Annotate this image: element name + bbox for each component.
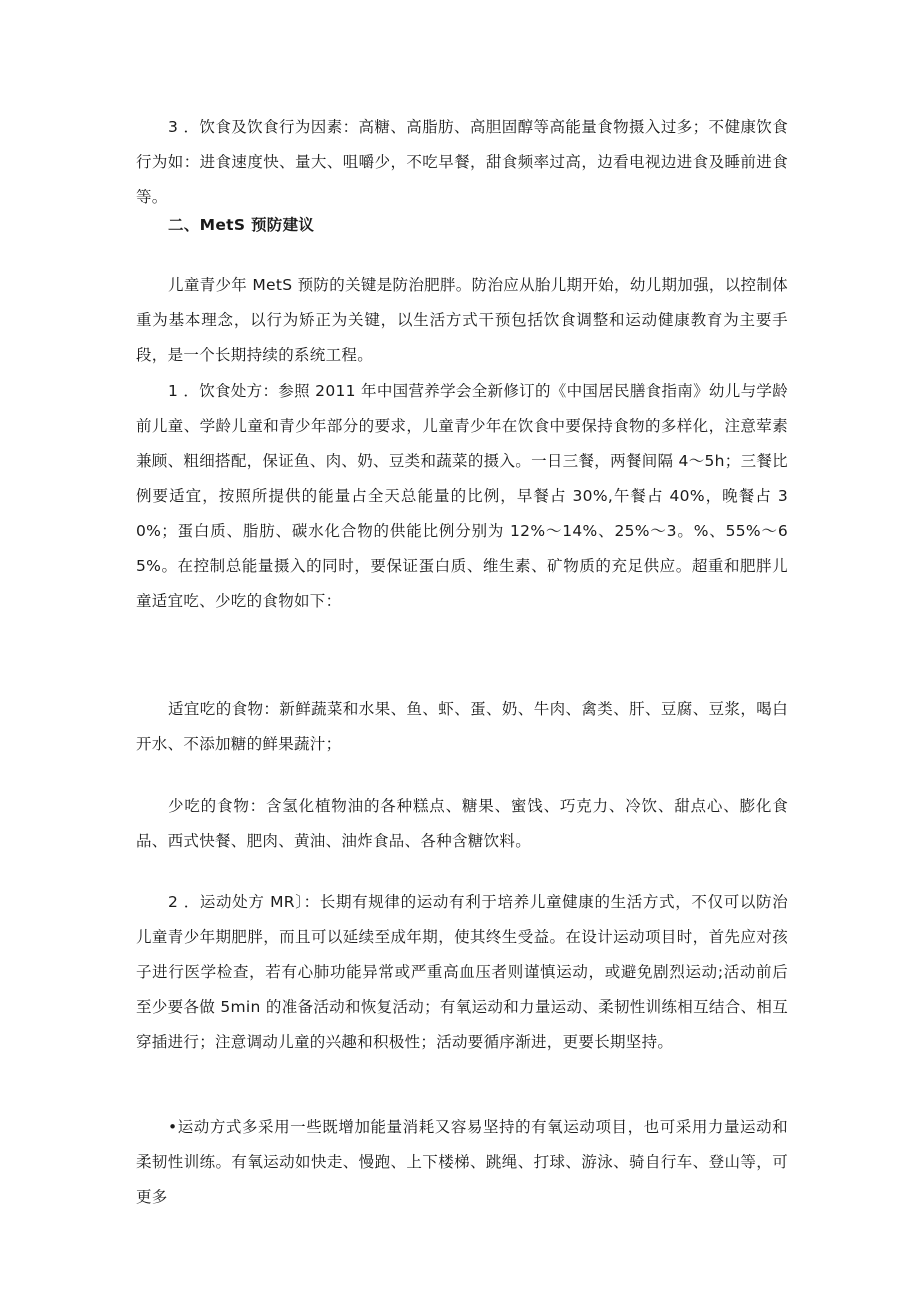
paragraph-suitable-foods: 适宜吃的食物：新鲜蔬菜和水果、鱼、虾、蛋、奶、牛肉、禽类、肝、豆腐、豆浆，喝白开水、不添加糖的鲜果蔬汁； [136, 700, 788, 753]
paragraph-diet-factors: 3 ．饮食及饮食行为因素：高糖、高脂肪、高胆固醇等高能量食物摄入过多；不健康饮食行为如：进食速度快、量大、咀嚼少，不吃早餐，甜食频率过高，边看电视边进食及睡前进食等。 [136, 118, 788, 206]
paragraph-exercise-prescription: 2 ．运动处方 MR〕：长期有规律的运动有利于培养儿童健康的生活方式，不仅可以防治儿童青少年期肥胖，而且可以延续至成年期，使其终生受益。在设计运动项目时，首先应对孩子进行医学检查，若有心肺功能异常或严重高血压者则谨慎运动，或避免剧烈运动;活动前后至少要各做 5min 的准备活动和恢复活动；有氧运动和力量运动、柔韧性训练相互结合、相互穿插进行；注意调动儿童的兴趣和积极性；活动要循序渐进，更要长期坚持。 [136, 893, 788, 1051]
section-heading: 二、MetS 预防建议 [168, 216, 315, 234]
paragraph-exercise-types: •运动方式多采用一些既增加能量消耗又容易坚持的有氧运动项目，也可采用力量运动和柔韧性训练。有氧运动如快走、慢跑、上下楼梯、跳绳、打球、游泳、骑自行车、登山等，可更多 [136, 1118, 788, 1206]
paragraph-diet-prescription: 1 ．饮食处方：参照 2011 年中国营养学会全新修订的《中国居民膳食指南》幼儿与学龄前儿童、学龄儿童和青少年部分的要求，儿童青少年在饮食中要保持食物的多样化，注意荤素兼顾、粗细搭配，保证鱼、肉、奶、豆类和蔬菜的摄入。一日三餐，两餐间隔 4～5h；三餐比例要适宜，按照所提供的能量占全天总能量的比例，早餐占 30%,午餐占 40%，晚餐占 30%；蛋白质、脂肪、碳水化合物的供能比例分别为 12%～14%、25%～3。%、55%～65%。在控制总能量摄入的同时，要保证蛋白质、维生素、矿物质的充足供应。超重和肥胖儿童适宜吃、少吃的食物如下： [136, 382, 788, 610]
paragraph-prevention-key: 儿童青少年 MetS 预防的关键是防治肥胖。防治应从胎儿期开始，幼儿期加强，以控制体重为基本理念，以行为矫正为关键，以生活方式干预包括饮食调整和运动健康教育为主要手段，是一个长期持续的系统工程。 [136, 276, 788, 364]
paragraph-limit-foods: 少吃的食物：含氢化植物油的各种糕点、糖果、蜜饯、巧克力、冷饮、甜点心、膨化食品、西式快餐、肥肉、黄油、油炸食品、各种含糖饮料。 [136, 797, 788, 850]
